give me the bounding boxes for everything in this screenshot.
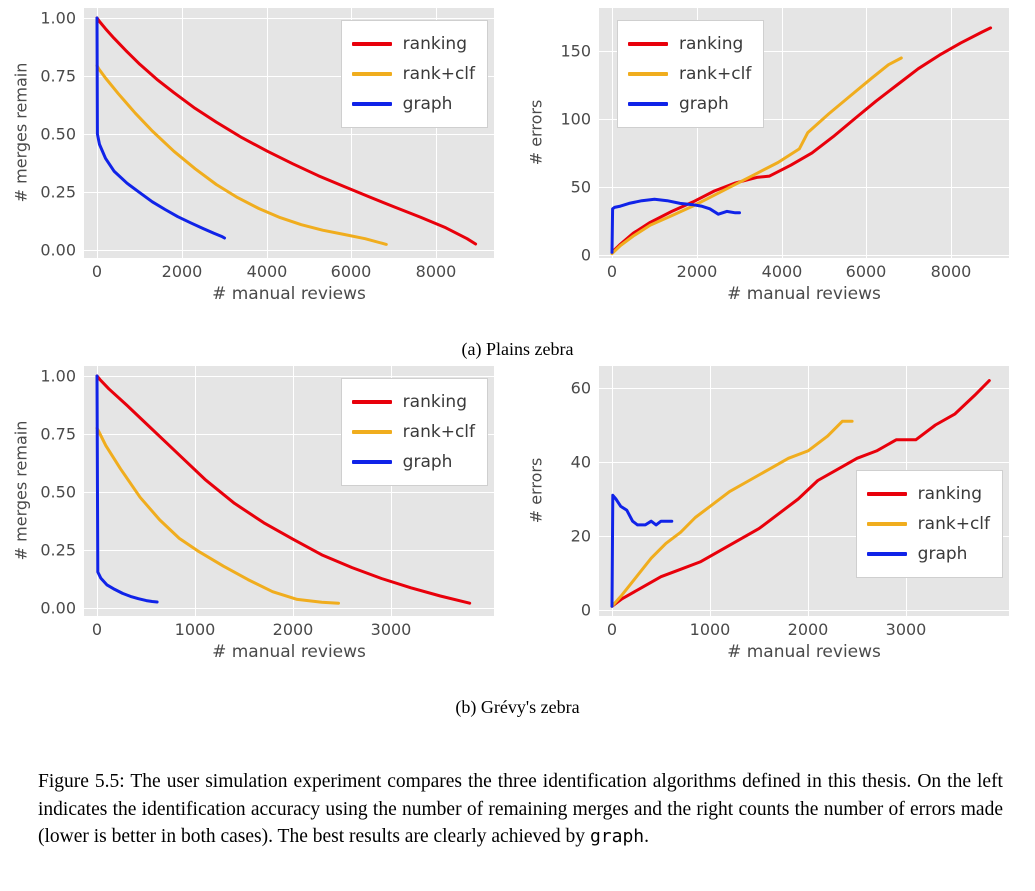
y-axis-ticks: 0 50 100 150 — [560, 41, 591, 265]
legend-entry: rank+clf — [628, 59, 751, 89]
figure-caption-tail: . — [644, 826, 649, 848]
subfigure-a — [0, 0, 1035, 340]
x-axis-label: # manual reviews — [212, 642, 366, 662]
legend-entry: rank+clf — [867, 509, 990, 539]
legend-entry: rank+clf — [352, 59, 475, 89]
x-axis-ticks: 0 1000 2000 3000 — [606, 620, 927, 639]
legend — [341, 20, 488, 128]
y-axis-label: # errors — [526, 99, 546, 166]
legend-entry: ranking — [352, 387, 475, 417]
y-axis-label: # merges remain — [11, 62, 31, 203]
plot-area — [84, 366, 494, 616]
x-axis-label: # manual reviews — [212, 284, 366, 304]
legend — [617, 20, 764, 128]
figure-caption-text: The user simulation experiment compares the three identification algorithms defined in this thesis. On the left indicates the identification accuracy using the number of remaining merges and the right counts the number of errors made (lower is better in both cases). The best results are clearly achieved by — [38, 771, 1003, 848]
legend-entry: graph — [867, 539, 990, 569]
subcaption-b: (b) Grévy's zebra — [455, 697, 580, 717]
x-axis-ticks: 0 2000 4000 6000 8000 — [606, 262, 972, 281]
chart-a-right — [525, 0, 1025, 310]
y-axis-ticks: 0.00 0.25 0.50 0.75 1.00 — [40, 366, 76, 618]
y-axis-ticks: 0 20 40 60 — [570, 378, 591, 620]
x-axis-ticks: 0 1000 2000 3000 — [91, 620, 412, 639]
figure-caption-code: graph — [589, 826, 645, 848]
subfigure-b — [0, 358, 1035, 698]
plot-area — [599, 366, 1009, 616]
y-axis-label: # merges remain — [11, 420, 31, 561]
legend-entry: ranking — [867, 479, 990, 509]
chart-a-left — [10, 0, 510, 310]
y-axis-ticks: 0.00 0.25 0.50 0.75 1.00 — [40, 8, 76, 260]
legend-entry: rank+clf — [352, 417, 475, 447]
legend-entry: graph — [352, 89, 475, 119]
figure-label: Figure 5.5: — [38, 771, 125, 792]
legend — [856, 470, 1003, 578]
legend-entry: graph — [352, 447, 475, 477]
subcaption-a: (a) Plains zebra — [461, 339, 574, 359]
plot-area — [84, 8, 494, 258]
chart-b-right — [525, 358, 1025, 668]
legend-entry: graph — [628, 89, 751, 119]
legend-entry: ranking — [628, 29, 751, 59]
figure-caption — [38, 768, 1003, 851]
legend — [341, 378, 488, 486]
x-axis-label: # manual reviews — [727, 284, 881, 304]
x-axis-ticks: 0 2000 4000 6000 8000 — [91, 262, 457, 281]
plot-area — [599, 8, 1009, 258]
y-axis-label: # errors — [526, 457, 546, 524]
x-axis-label: # manual reviews — [727, 642, 881, 662]
chart-b-left — [10, 358, 510, 668]
legend-entry: ranking — [352, 29, 475, 59]
